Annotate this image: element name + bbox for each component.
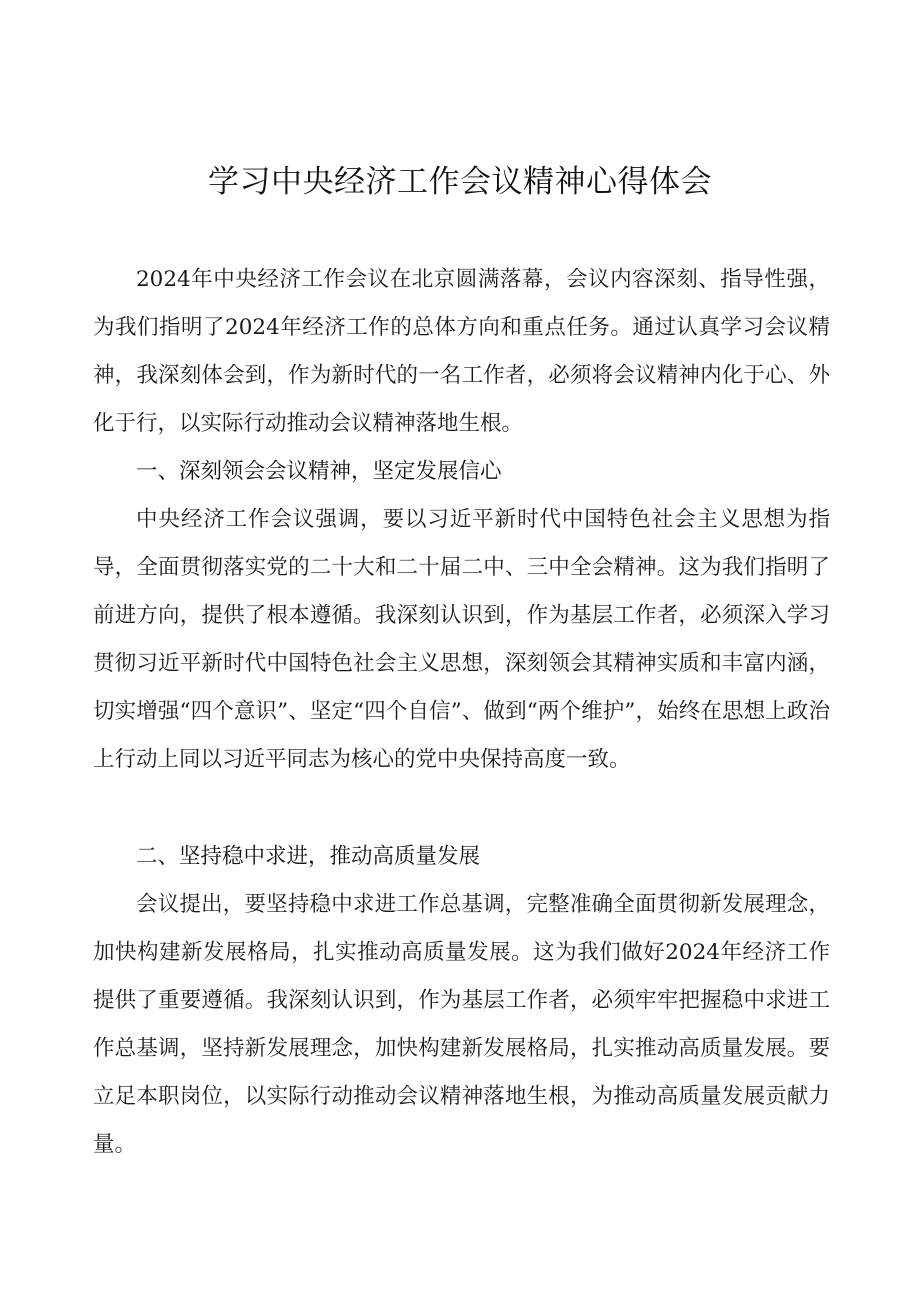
section-body-2: 会议提出，要坚持稳中求进工作总基调，完整准确全面贯彻新发展理念，加快构建新发展格局，扎实推动高质量发展。这为我们做好2024年经济工作提供了重要遵循。我深刻认识到，作为基层工作者，必须牢牢把握稳中求进工作总基调，坚持新发展理念，加快构建新发展格局，扎实推动高质量发展。要立足本职岗位，以实际行动推动会议精神落地生根，为推动高质量发展贡献力量。 (93, 892, 830, 1157)
document-title: 学习中央经济工作会议精神心得体会 (208, 164, 712, 200)
section-heading-2: 二、坚持稳中求进，推动高质量发展 (136, 844, 481, 869)
intro-paragraph: 2024年中央经济工作会议在北京圆满落幕，会议内容深刻、指导性强，为我们指明了2024年经济工作的总体方向和重点任务。通过认真学习会议精神，我深刻体会到，作为新时代的一名工作者，必须将会议精神内化于心、外化于行，以实际行动推动会议精神落地生根。 (93, 267, 830, 436)
section-body-1: 中央经济工作会议强调，要以习近平新时代中国特色社会主义思想为指导，全面贯彻落实党的二十大和二十届二中、三中全会精神。这为我们指明了前进方向，提供了根本遵循。我深刻认识到，作为基层工作者，必须深入学习贯彻习近平新时代中国特色社会主义思想，深刻领会其精神实质和丰富内涵，切实增强“四个意识”、坚定“四个自信”、做到“两个维护”，始终在思想上政治上行动上同以习近平同志为核心的党中央保持高度一致。 (93, 507, 830, 772)
section-heading-1: 一、深刻领会会议精神，坚定发展信心 (136, 459, 502, 484)
